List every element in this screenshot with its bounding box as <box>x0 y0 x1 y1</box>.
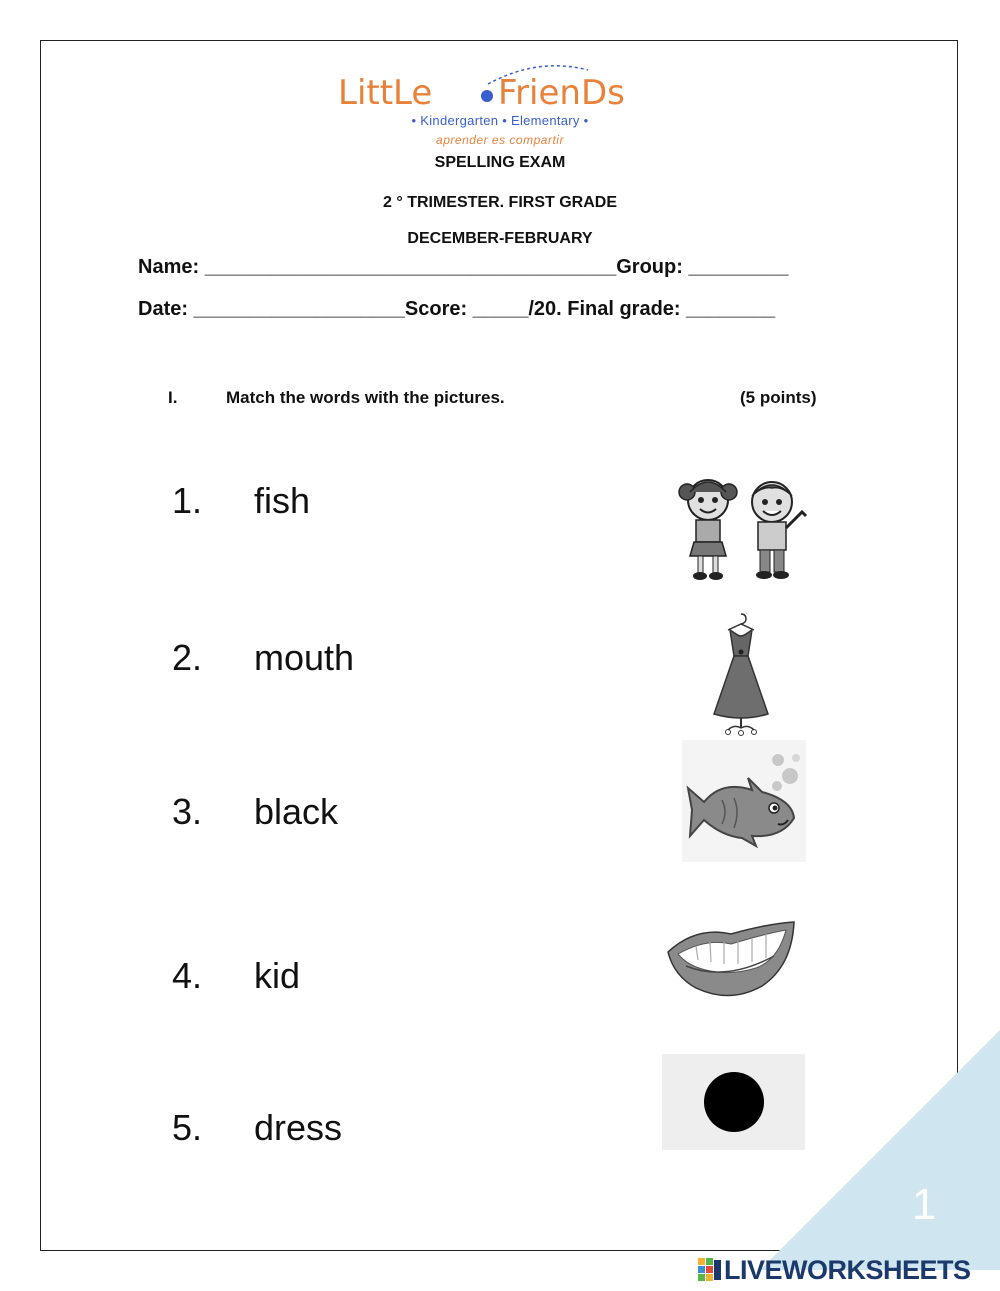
date-score-line[interactable]: Date: ___________________Score: _____/20. Final grade: ________ <box>138 298 776 320</box>
page-number: 1 <box>912 1180 937 1229</box>
trimester-line: 2 ° TRIMESTER. FIRST GRADE <box>383 194 617 211</box>
section-roman: I. <box>168 388 178 407</box>
item-number: 2. <box>172 637 203 678</box>
section-instruction: Match the words with the pictures. <box>226 388 505 407</box>
item-word: dress <box>254 1107 343 1148</box>
dress-image[interactable] <box>706 612 776 738</box>
liveworksheets-text: LIVEWORKSHEETS <box>724 1255 971 1285</box>
item-word: black <box>254 791 339 832</box>
item-number: 4. <box>172 955 203 996</box>
item-word: kid <box>254 955 301 996</box>
logo-title-left: LittLe <box>338 73 433 112</box>
list-item[interactable] <box>172 1107 342 1149</box>
exam-title: SPELLING EXAM <box>434 154 566 171</box>
item-word: fish <box>254 480 311 521</box>
logo-dot <box>481 90 493 102</box>
logo-tagline: aprender es compartir <box>436 133 564 147</box>
period-line: DECEMBER-FEBRUARY <box>407 230 593 247</box>
section-points: (5 points) <box>740 388 817 407</box>
item-word: mouth <box>254 637 355 678</box>
logo-title-right: FrienDs <box>498 73 625 112</box>
list-item[interactable] <box>172 480 310 522</box>
page-corner-decoration <box>760 1030 1000 1270</box>
liveworksheets-brand[interactable] <box>698 1255 971 1286</box>
item-number: 3. <box>172 791 203 832</box>
list-item[interactable] <box>172 791 338 833</box>
liveworksheets-logo-icon <box>698 1258 722 1282</box>
mouth-image[interactable] <box>666 916 796 1002</box>
list-item[interactable] <box>172 637 354 679</box>
item-number: 1. <box>172 480 203 521</box>
logo-subtitle: • Kindergarten • Elementary • <box>411 113 589 128</box>
school-logo <box>338 62 678 112</box>
item-number: 5. <box>172 1107 203 1148</box>
name-group-line[interactable]: Name: _____________________________________Group: _________ <box>138 256 789 278</box>
list-item[interactable] <box>172 955 300 997</box>
fish-image[interactable] <box>682 740 806 862</box>
kids-image[interactable] <box>678 472 814 584</box>
